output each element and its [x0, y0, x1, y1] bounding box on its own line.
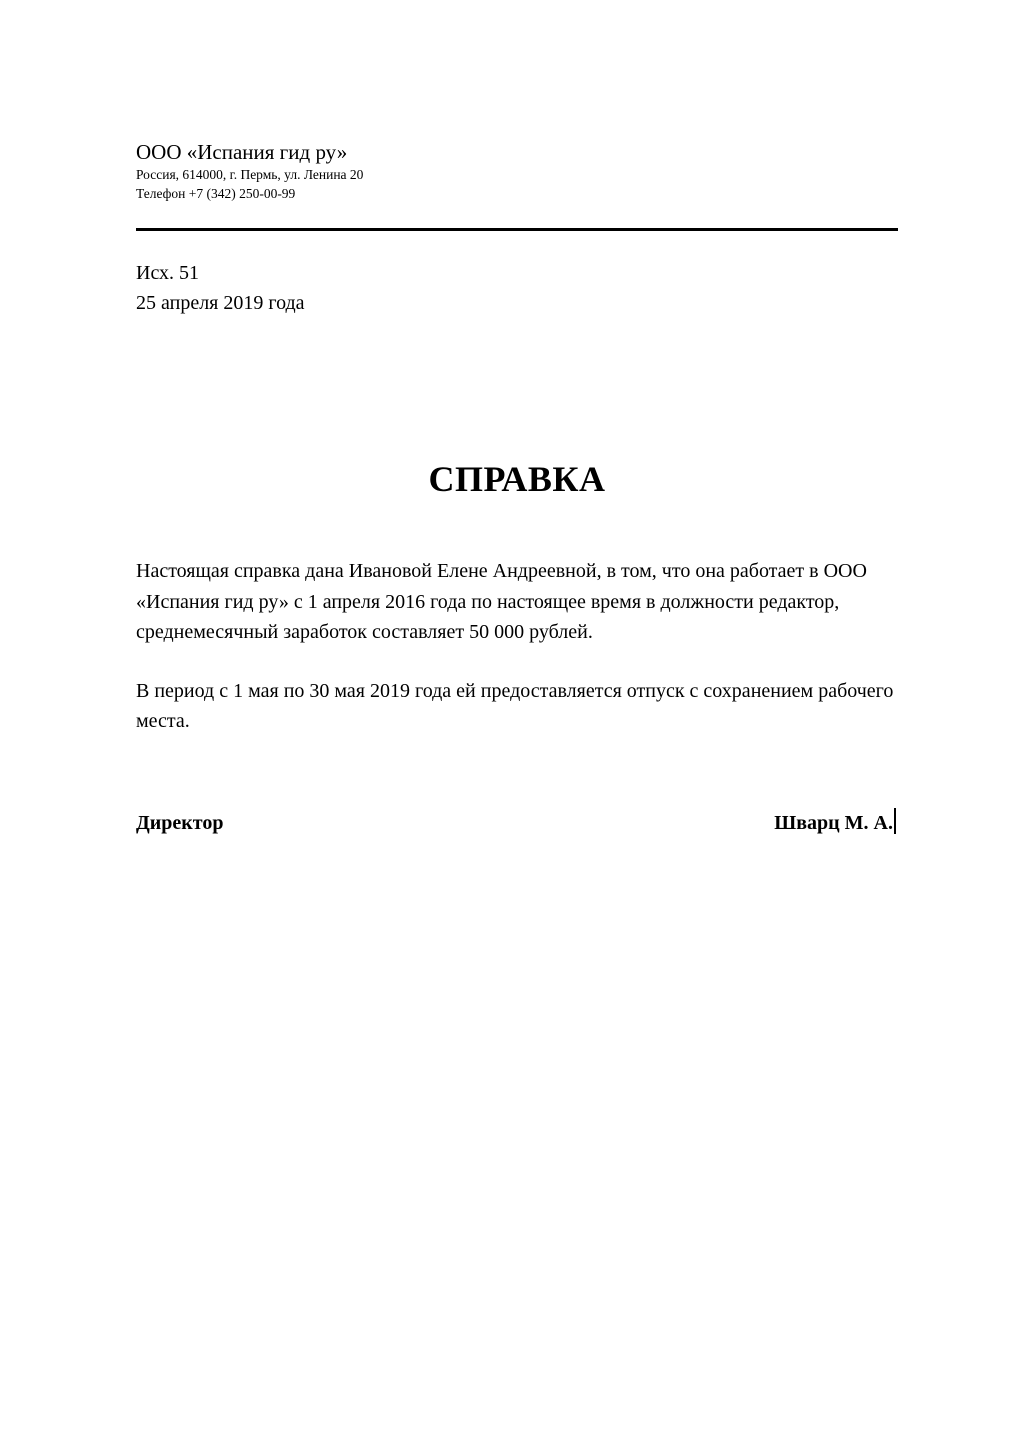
signatory-position: Директор	[136, 812, 224, 834]
company-address: Россия, 614000, г. Пермь, ул. Ленина 20	[136, 167, 364, 182]
company-name: ООО «Испания гид ру»	[136, 140, 348, 164]
document-body	[136, 556, 898, 737]
body-paragraph-employment: Настоящая справка дана Ивановой Елене Андреевной, в том, что она работает в ООО «Испания гид ру» с 1 апреля 2016 года по настоящее время в должности редактор, среднемесячный заработок составляет 50 000 рублей.	[136, 560, 867, 643]
signatory-name: Шварц М. А.	[774, 812, 893, 834]
reference-date: 25 апреля 2019 года	[136, 292, 305, 314]
letterhead-divider	[136, 228, 898, 231]
reference-number: Исх. 51	[136, 262, 200, 284]
body-paragraph-vacation: В период с 1 мая по 30 мая 2019 года ей предоставляется отпуск с сохранением рабочего места.	[136, 679, 894, 732]
text-cursor-caret	[894, 808, 896, 834]
signatory-name-group	[774, 808, 898, 837]
signature-row	[136, 808, 898, 837]
document-title: СПРАВКА	[428, 459, 606, 499]
letterhead	[136, 139, 898, 203]
company-phone: Телефон +7 (342) 250-00-99	[136, 186, 296, 201]
reference-block	[136, 258, 898, 318]
